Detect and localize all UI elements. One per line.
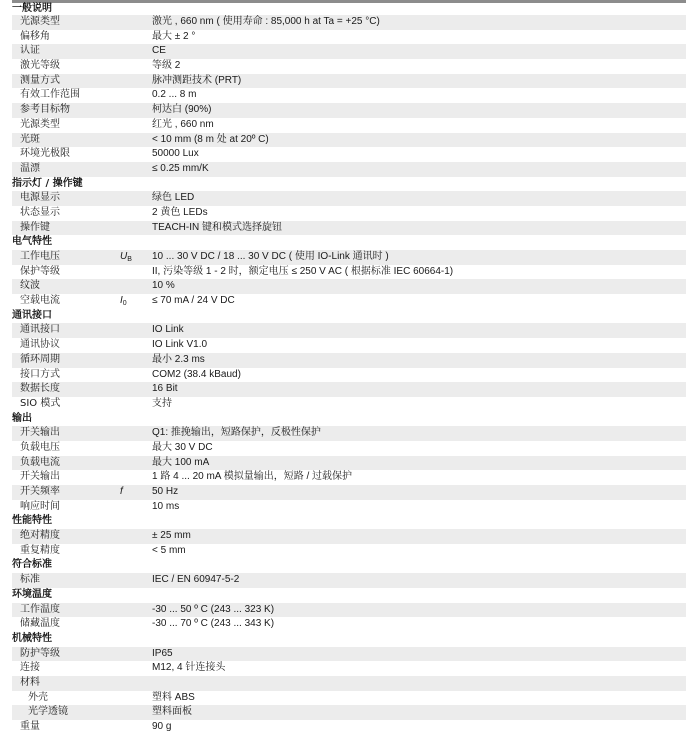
spec-label: 防护等级	[20, 647, 60, 659]
section-title: 环境温度	[12, 588, 52, 600]
spec-row	[12, 397, 686, 412]
spec-label: 状态显示	[20, 206, 60, 218]
spec-label: 测量方式	[20, 74, 60, 86]
spec-value: < 10 mm (8 m 处 at 20º C)	[152, 133, 269, 145]
spec-label: 光学透镜	[28, 706, 68, 718]
spec-row	[12, 206, 686, 221]
spec-label: 温漂	[20, 162, 40, 174]
spec-value: 50 Hz	[152, 486, 179, 497]
spec-row	[12, 279, 686, 294]
spec-row	[12, 470, 686, 485]
spec-row	[12, 118, 686, 133]
spec-row	[12, 368, 686, 383]
spec-row	[12, 74, 686, 89]
spec-label: 偏移角	[20, 30, 50, 42]
spec-label: 循环周期	[20, 353, 60, 365]
spec-row	[12, 691, 686, 706]
spec-row	[12, 44, 686, 59]
spec-row	[12, 529, 686, 544]
section-title: 一般说明	[12, 3, 52, 14]
spec-row	[12, 441, 686, 456]
spec-row	[12, 338, 686, 353]
spec-label: 接口方式	[20, 368, 60, 380]
spec-row	[12, 103, 686, 118]
spec-value: 等级 2	[152, 60, 181, 72]
spec-label: 开关输出	[20, 471, 60, 483]
spec-row	[12, 88, 686, 103]
section-header	[12, 588, 686, 603]
spec-row	[12, 323, 686, 338]
section-header	[12, 177, 686, 192]
spec-value: IO Link V1.0	[152, 339, 208, 351]
spec-value: 16 Bit	[152, 383, 178, 395]
spec-label: 有效工作范围	[20, 89, 80, 101]
spec-value: 最大 30 V DC	[152, 441, 213, 453]
spec-value: 最大 ± 2 °	[152, 30, 196, 42]
spec-value: 绿色 LED	[152, 192, 195, 204]
spec-label: 通讯接口	[20, 324, 60, 336]
spec-value: 0.2 ... 8 m	[152, 89, 197, 101]
spec-value: 柯达白 (90%)	[152, 104, 212, 116]
section-title: 机械特性	[12, 632, 52, 644]
spec-row	[12, 603, 686, 618]
section-title: 输出	[12, 412, 32, 424]
spec-row	[12, 647, 686, 662]
spec-value: ≤ 0.25 mm/K	[152, 162, 209, 174]
spec-row	[12, 426, 686, 441]
spec-value: -30 ... 70 º C (243 ... 343 K)	[152, 618, 275, 630]
spec-row	[12, 59, 686, 74]
spec-label: 环境光极限	[20, 148, 70, 160]
spec-label: 储藏温度	[20, 618, 60, 630]
spec-value: 10 %	[152, 280, 175, 292]
spec-label: 参考目标物	[20, 104, 70, 116]
spec-value: -30 ... 50 º C (243 ... 323 K)	[152, 603, 275, 615]
spec-value: 90 g	[152, 721, 172, 732]
section-title: 符合标准	[12, 559, 52, 571]
section-title: 电气特性	[12, 236, 52, 248]
section-header	[12, 412, 686, 427]
spec-row	[12, 720, 686, 735]
spec-value: 红光 , 660 nm	[152, 118, 214, 130]
spec-row	[12, 15, 686, 30]
spec-row	[12, 485, 686, 500]
spec-label: 绝对精度	[20, 530, 60, 542]
spec-label: 标准	[20, 574, 40, 586]
spec-value: IEC / EN 60947-5-2	[152, 574, 240, 586]
spec-label: 保护等级	[20, 265, 60, 277]
spec-value: 塑料 ABS	[152, 691, 195, 703]
spec-value: 1 路 4 ... 20 mA 模拟量输出，短路 / 过载保护	[152, 471, 353, 483]
spec-value: IO Link	[152, 324, 184, 336]
spec-value: ≤ 70 mA / 24 V DC	[152, 295, 235, 307]
spec-value: TEACH-IN 键和模式选择旋钮	[152, 221, 282, 233]
spec-value: 塑料面板	[152, 706, 192, 718]
spec-row	[12, 147, 686, 162]
spec-row	[12, 221, 686, 236]
spec-row	[12, 191, 686, 206]
spec-label: 响应时间	[20, 500, 60, 512]
spec-row	[12, 294, 686, 309]
spec-value: Q1: 推挽输出，短路保护，反极性保护	[152, 427, 321, 439]
spec-row	[12, 30, 686, 45]
spec-label: 纹波	[20, 280, 40, 292]
spec-value: CE	[152, 45, 166, 57]
spec-value: 2 黄色 LEDs	[152, 206, 208, 218]
spec-value: 支持	[152, 397, 172, 409]
section-title: 指示灯 / 操作键	[12, 177, 83, 189]
spec-value: 最大 100 mA	[152, 456, 210, 468]
spec-row	[12, 617, 686, 632]
spec-label: 外壳	[28, 691, 48, 703]
spec-value: 脉冲测距技术 (PRT)	[152, 74, 242, 86]
spec-value: II, 污染等级 1 - 2 时，额定电压 ≤ 250 V AC ( 根据标准 IEC 60664-1)	[152, 265, 454, 277]
spec-row	[12, 250, 686, 265]
spec-row	[12, 544, 686, 559]
spec-symbol: $U_B$	[120, 251, 132, 263]
spec-row	[12, 676, 686, 691]
spec-label: 负载电流	[20, 456, 60, 468]
section-header	[12, 235, 686, 250]
spec-label: 数据长度	[20, 383, 60, 395]
section-title: 性能特性	[12, 515, 52, 527]
spec-value: IP65	[152, 647, 173, 659]
spec-value: COM2 (38.4 kBaud)	[152, 368, 241, 380]
spec-row	[12, 705, 686, 720]
section-header	[12, 558, 686, 573]
section-header	[12, 632, 686, 647]
spec-label: 激光等级	[20, 60, 60, 72]
spec-label: 重复精度	[20, 544, 60, 556]
spec-label: 开关输出	[20, 427, 60, 439]
spec-row	[12, 382, 686, 397]
spec-value: < 5 mm	[152, 544, 186, 556]
spec-label: 光斑	[20, 133, 40, 145]
spec-label: 材料	[20, 676, 40, 688]
spec-label: 开关频率	[20, 486, 60, 497]
spec-label: 电源显示	[20, 192, 60, 204]
spec-label: 空载电流	[20, 295, 60, 307]
spec-row	[12, 456, 686, 471]
spec-row	[12, 573, 686, 588]
spec-row	[12, 353, 686, 368]
spec-row	[12, 661, 686, 676]
spec-label: 工作温度	[20, 603, 60, 615]
section-header	[12, 309, 686, 324]
spec-label: 操作键	[20, 221, 50, 233]
section-title: 通讯接口	[12, 309, 52, 321]
spec-symbol: $I_0$	[120, 295, 127, 308]
spec-label: 负载电压	[20, 441, 60, 453]
spec-label: 认证	[20, 45, 40, 57]
spec-label: 连接	[20, 662, 40, 674]
spec-row	[12, 162, 686, 177]
spec-row	[12, 265, 686, 280]
spec-label: 工作电压	[20, 251, 60, 262]
spec-row	[12, 500, 686, 515]
spec-value: 50000 Lux	[152, 148, 199, 160]
spec-value: 10 ... 30 V DC / 18 ... 30 V DC ( 使用 IO-Link 通讯时 )	[152, 251, 389, 262]
section-header	[12, 0, 686, 15]
spec-symbol: f	[120, 486, 123, 497]
spec-label: 光源类型	[20, 16, 60, 27]
spec-row	[12, 133, 686, 148]
spec-table	[12, 0, 686, 735]
spec-value: 最小 2.3 ms	[152, 353, 205, 365]
section-header	[12, 514, 686, 529]
spec-label: SIO 模式	[20, 397, 61, 409]
spec-label: 光源类型	[20, 118, 60, 130]
spec-value: M12, 4 针连接头	[152, 662, 226, 674]
spec-label: 通讯协议	[20, 339, 60, 351]
spec-value: 10 ms	[152, 500, 180, 512]
spec-label: 重量	[20, 721, 40, 732]
spec-value: ± 25 mm	[152, 530, 191, 542]
spec-value: 激光 , 660 nm ( 使用寿命 : 85,000 h at Ta = +25 °C)	[152, 16, 380, 27]
